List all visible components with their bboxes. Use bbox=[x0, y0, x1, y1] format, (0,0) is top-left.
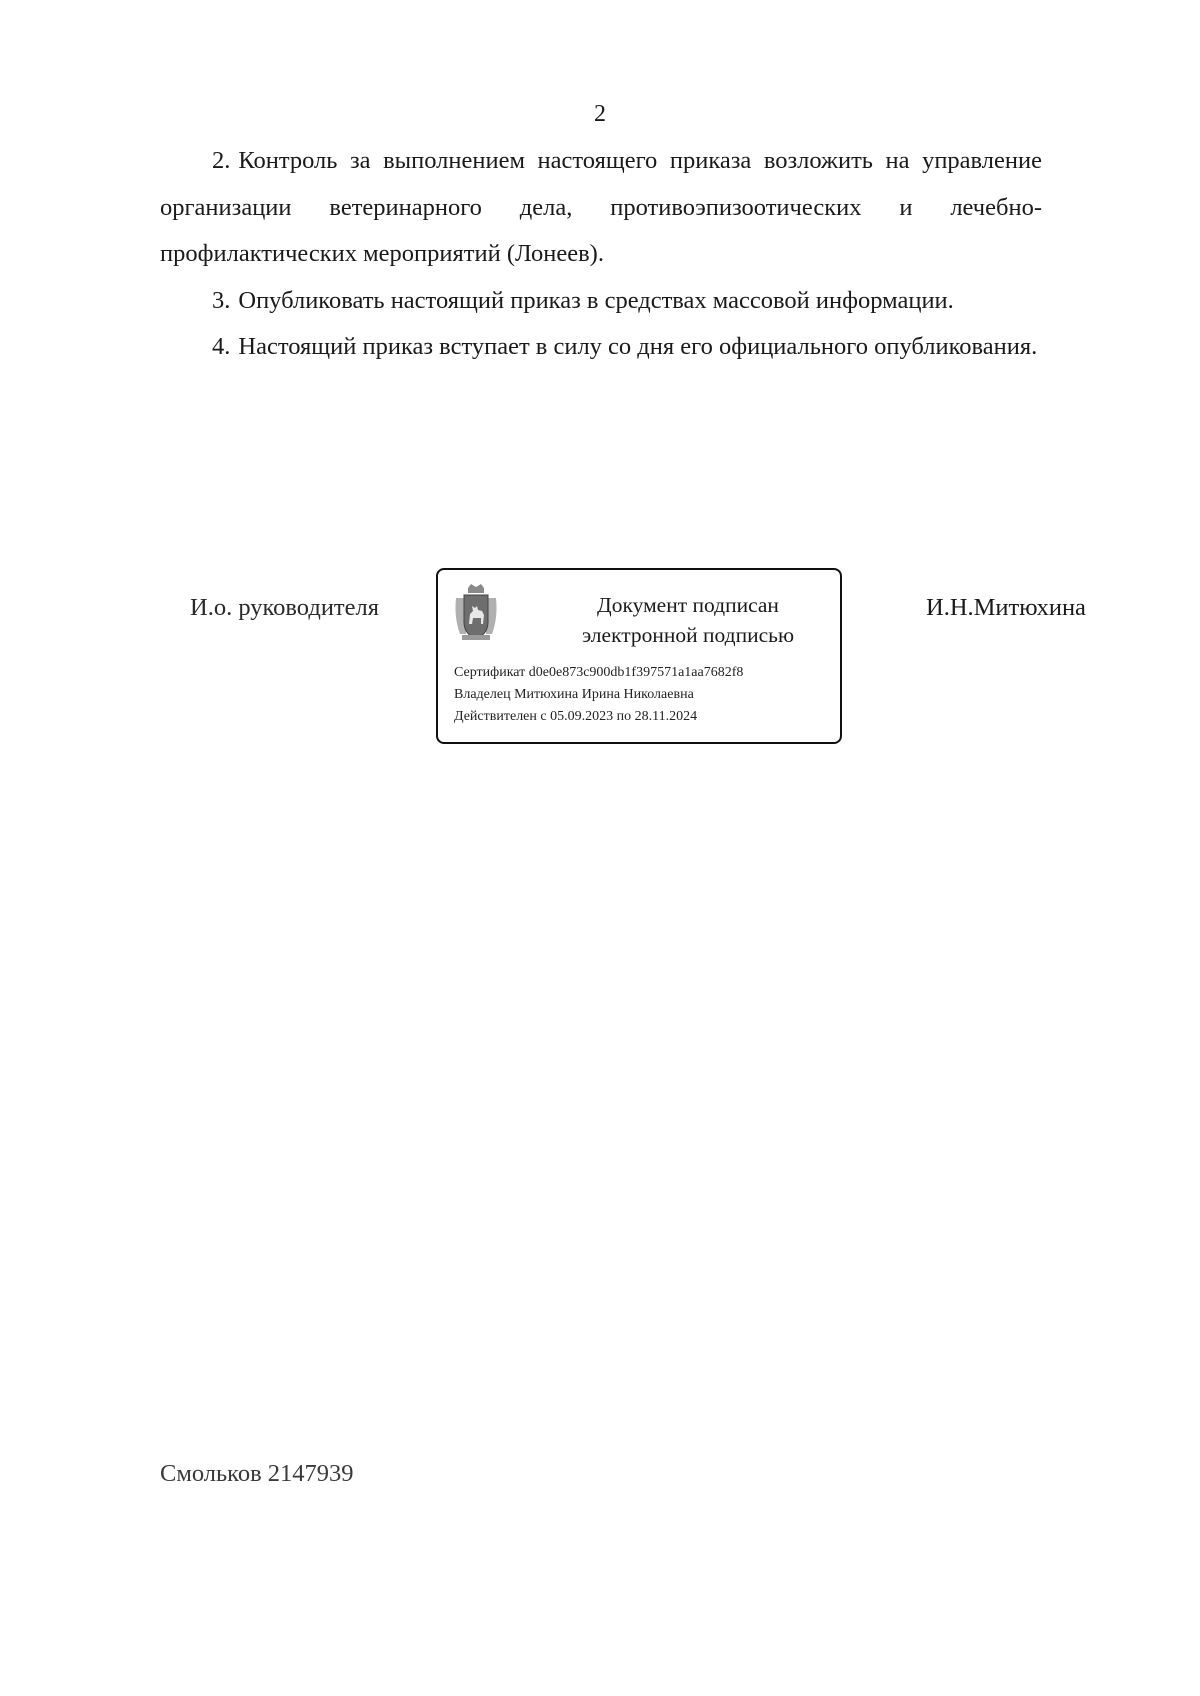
paragraph-number: 3. bbox=[212, 286, 231, 314]
paragraph-3 bbox=[160, 278, 1042, 325]
signatory-position: И.о. руководителя bbox=[190, 594, 380, 621]
paragraph-text: Опубликовать настоящий приказ в средствах массовой информации. bbox=[238, 286, 954, 314]
stamp-title-line-1: Документ подписан bbox=[597, 593, 779, 617]
certificate-number: Сертификат d0e0e873c900db1f397571a1aa7682f8 bbox=[454, 665, 744, 680]
paragraph-4 bbox=[160, 324, 1042, 371]
stamp-details bbox=[454, 662, 743, 728]
page-number: 2 bbox=[594, 101, 606, 127]
certificate-owner: Владелец Митюхина Ирина Николаевна bbox=[454, 687, 694, 702]
paragraph-2 bbox=[160, 138, 1042, 278]
paragraph-number: 4. bbox=[212, 333, 231, 360]
signatory-name: И.Н.Митюхина bbox=[926, 594, 1086, 621]
stamp-title bbox=[538, 590, 838, 650]
stamp-title-line-2: электронной подписью bbox=[581, 623, 795, 647]
paragraph-number: 2. bbox=[212, 147, 231, 174]
paragraph-text: Контроль за выполнением настоящего приказа возложить на управление организации ветеринарного дела, противоэпизоотических и лечебно-профилактических мероприятий (Лонеев). bbox=[160, 147, 1042, 267]
paragraph-text: Настоящий приказ вступает в силу со дня его официального опубликования. bbox=[238, 333, 1038, 360]
executor-info: Смольков 2147939 bbox=[160, 1460, 354, 1487]
document-body bbox=[160, 138, 1042, 371]
electronic-signature-stamp bbox=[436, 568, 842, 744]
coat-of-arms-icon bbox=[454, 584, 498, 642]
certificate-validity: Действителен с 05.09.2023 по 28.11.2024 bbox=[454, 709, 698, 724]
